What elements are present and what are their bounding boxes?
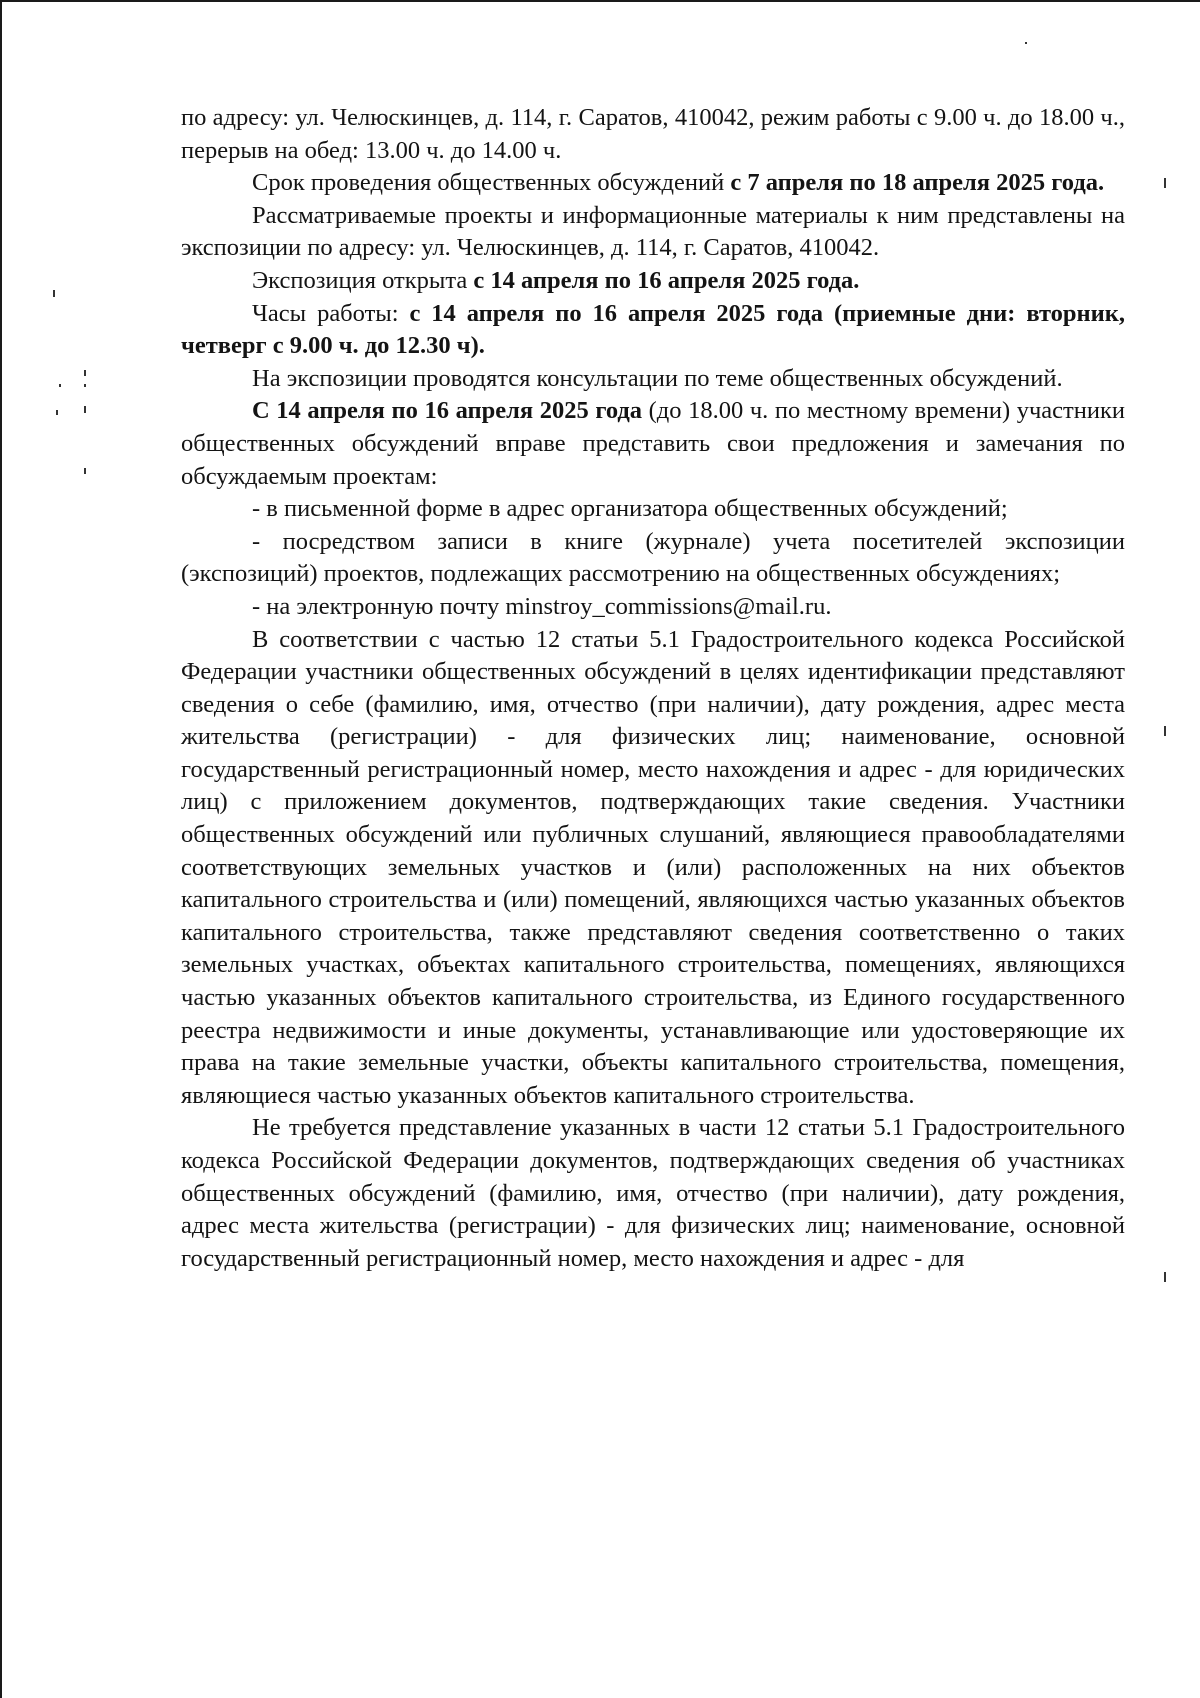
list-item <box>181 591 1125 624</box>
scan-speck <box>1164 1272 1166 1282</box>
scan-speck <box>84 468 86 474</box>
period-label: Срок проведения общественных обсуждений <box>252 169 731 197</box>
consultations-text: На экспозиции проводятся консультации по теме общественных обсуждений. <box>252 364 1063 392</box>
proposals-dates: С 14 апреля по 16 апреля 2025 года <box>252 397 643 425</box>
scan-speck <box>1164 178 1166 188</box>
paragraph-hours <box>181 298 1125 363</box>
paragraph-identification <box>181 624 1125 1113</box>
scan-speck <box>1025 42 1027 44</box>
materials-text: Рассматриваемые проекты и информационные материалы к ним представлены на экспозиции по адресу: ул. Челюскинцев, д. 114, г. Саратов, 410042. <box>181 201 1125 262</box>
hours-label: Часы работы: <box>252 299 410 327</box>
paragraph-address <box>181 102 1125 167</box>
scan-edge-left <box>0 0 2 1698</box>
exposition-dates: с 14 апреля по 16 апреля 2025 года. <box>473 266 860 294</box>
hours-schedule: с 14 апреля по 16 апреля 2025 года (приемные дни: вторник, четверг с 9.00 ч. до 12.30 ч). <box>181 299 1126 360</box>
scan-speck <box>84 406 86 413</box>
address-text: по адресу: ул. Челюскинцев, д. 114, г. Саратов, 410042, режим работы с 9.00 ч. до 18.00 ч., перерыв на обед: 13.00 ч. до 14.00 ч. <box>181 104 1125 164</box>
paragraph-not-required <box>181 1112 1125 1275</box>
not-required-text: Не требуется представление указанных в части 12 статьи 5.1 Градостроительного кодекса Российской Федерации документов, подтверждающих сведения об участниках общественных обсуждений (фамилию, имя, отчество (при наличии), дату рождения, адрес места жительства (регистрации) - для физических лиц; наименование, основной государственный регистрационный номер, место нахождения и адрес - для <box>181 1114 1125 1272</box>
list-item-written: - в письменной форме в адрес организатора общественных обсуждений; <box>252 495 1008 523</box>
scan-speck <box>53 290 55 297</box>
list-item-journal: - посредством записи в книге (журнале) учета посетителей экспозиции (экспозиций) проектов, подлежащих рассмотрению на общественных обсуждениях; <box>181 527 1125 588</box>
exposition-label: Экспозиция открыта <box>252 266 474 294</box>
paragraph-period <box>181 167 1125 200</box>
paragraph-exposition <box>181 265 1125 298</box>
document-body <box>181 102 1125 1275</box>
paragraph-consultations <box>181 363 1125 396</box>
paragraph-proposals <box>181 395 1125 493</box>
period-dates: с 7 апреля по 18 апреля 2025 года. <box>730 169 1105 197</box>
list-item-email: - на электронную почту minstroy_commissions@mail.ru. <box>252 592 832 620</box>
list-item <box>181 493 1125 526</box>
proposals-text: (до 18.00 ч. по местному времени) участники общественных обсуждений вправе представить свои предложения и замечания по обсуждаемым проектам: <box>181 397 1125 490</box>
paragraph-materials <box>181 200 1125 265</box>
scan-speck <box>1164 726 1166 736</box>
scan-speck <box>84 384 86 387</box>
scan-speck <box>84 370 86 376</box>
identification-text: В соответствии с частью 12 статьи 5.1 Градостроительного кодекса Российской Федерации участники общественных обсуждений в целях идентификации представляют сведения о себе (фамилию, имя, отчество (при наличии), дату рождения, адрес места жительства (регистрации) - для физических лиц; наименование, основной государственный регистрационный номер, место нахождения и адрес - для юридических лиц) с приложением документов, подтверждающих такие сведения. Участники общественных обсуждений или публичных слушаний, являющиеся правообладателями соответствующих земельных участков и (или) расположенных на них объектов капитального строительства и (или) помещений, являющихся частью указанных объектов капитального строительства, также представляют сведения соответственно о таких земельных участках, объектах капитального строительства, помещениях, являющихся частью указанных объектов капитального строительства, из Единого государственного реестра недвижимости и иные документы, устанавливающие или удостоверяющие их права на такие земельные участки, объекты капитального строительства, помещения, являющиеся частью указанных объектов капитального строительства. <box>181 625 1125 1109</box>
scan-speck <box>56 410 58 415</box>
list-item <box>181 526 1125 591</box>
scan-speck <box>59 384 61 387</box>
scan-edge-top <box>0 0 1200 2</box>
